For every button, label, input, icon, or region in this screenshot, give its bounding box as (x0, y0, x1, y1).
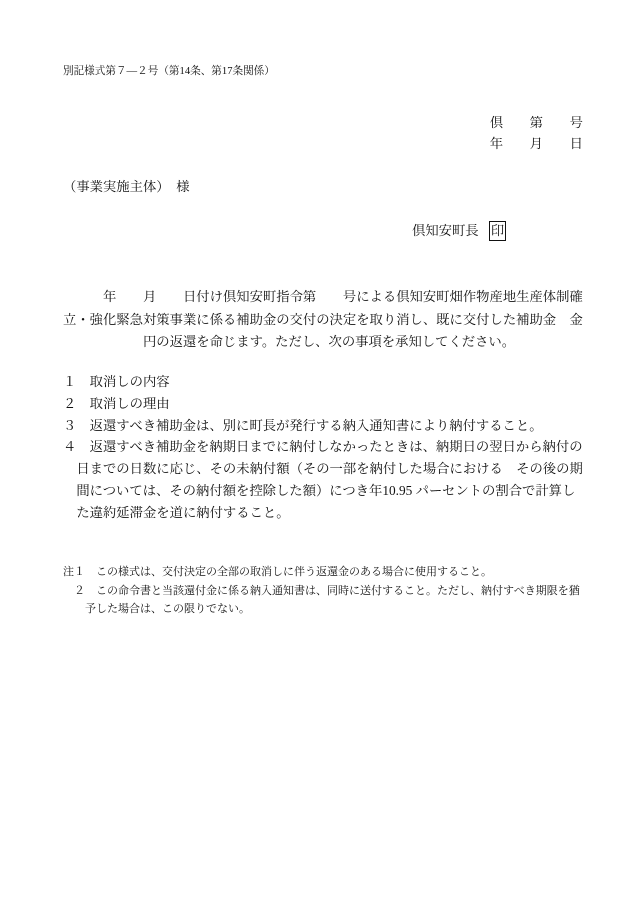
list-item-text: 取消しの理由 (89, 395, 170, 411)
body-line: 立・強化緊急対策事業に係る補助金の交付の決定を取り消し、既に交付した補助金 金 (63, 311, 583, 327)
body-paragraph (63, 286, 583, 354)
notes-section (63, 563, 583, 619)
addressee: （事業実施主体） 様 (63, 179, 190, 194)
conditions-list (63, 371, 583, 524)
list-item (63, 393, 583, 415)
list-item (63, 436, 583, 523)
note-text: この命令書と当該還付金に係る納入通知書は、同時に送付すること。ただし、納付すべき期限を猶 (96, 584, 580, 597)
list-item-text: 日までの日数に応じ、その未納付額（その一部を納付した場合における その後の期 (76, 461, 583, 477)
list-item (63, 371, 583, 393)
note-number: ２ (74, 584, 85, 597)
reference-number-line: 倶 第 号 (489, 115, 583, 130)
note-text: この様式は、交付決定の全部の取消しに伴う返還金のある場合に使用すること。 (96, 566, 492, 578)
issuer-name: 倶知安町長 (412, 223, 479, 238)
date-line: 年 月 日 (489, 136, 583, 151)
list-item-number: １ (63, 374, 77, 389)
list-item-text: 取消しの内容 (89, 374, 170, 389)
body-line: 円の返還を命じます。ただし、次の事項を承知してください。 (63, 334, 516, 349)
note-number: １ (74, 566, 85, 578)
list-item-number: ２ (63, 395, 77, 411)
list-item-text: 間については、その納付額を控除した額）につき年10.95 パーセントの割合で計算し (76, 482, 576, 498)
list-item-number: ４ (63, 439, 77, 455)
list-item-text: 返還すべき補助金は、別に町長が発行する納入通知書により納付すること。 (89, 417, 543, 433)
list-item-text: た違約延滞金を道に納付すること。 (76, 504, 290, 520)
note-text: 予した場合は、この限りでない。 (85, 603, 250, 615)
list-item-text: 返還すべき補助金を納期日までに納付しなかったときは、納期日の翌日から納付の (89, 439, 583, 455)
list-item-number: ３ (63, 417, 77, 433)
form-number-label: 別記様式第７―２号（第14条、第17条関係） (63, 66, 275, 77)
body-line: 年 月 日付け倶知安町指令第 号による倶知安町畑作物産地生産体制確 (63, 289, 583, 304)
list-item (63, 415, 583, 437)
note-item (63, 582, 583, 619)
notes-label: 注 (63, 566, 74, 578)
seal-mark: 印 (489, 221, 506, 241)
note-item (63, 563, 583, 582)
